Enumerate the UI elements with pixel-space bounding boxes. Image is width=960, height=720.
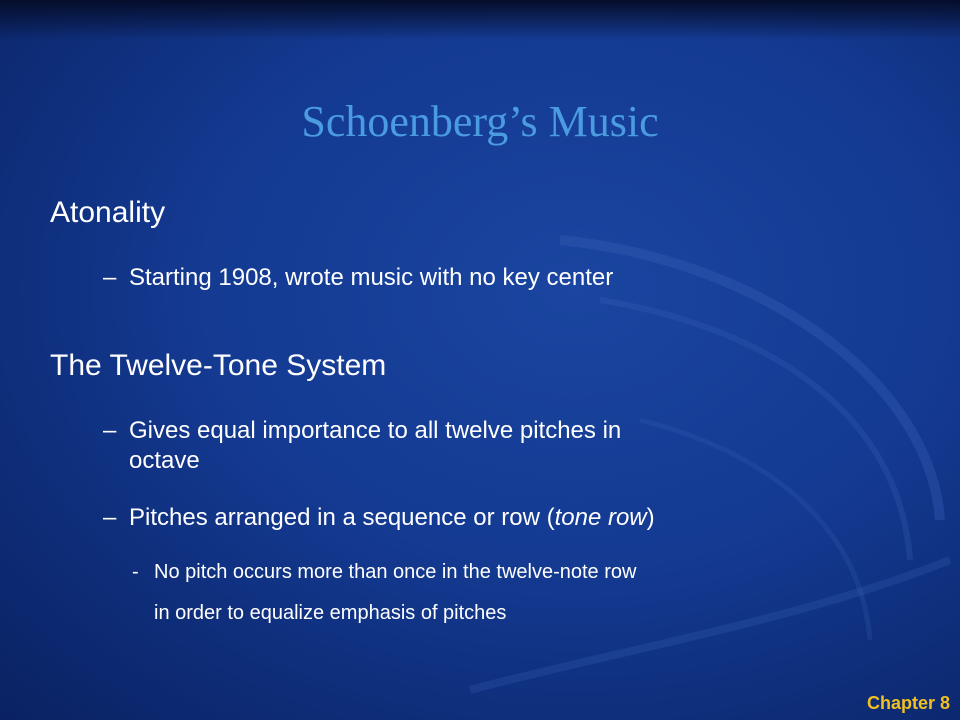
bullet-atonality-1: – Starting 1908, wrote music with no key center [103,264,614,291]
slide-title: Schoenberg’s Music [301,97,659,146]
dash-marker: – [103,504,117,531]
sub-dash-marker: - [132,561,139,583]
chapter-label: Chapter 8 [866,693,950,713]
heading-twelve-tone: The Twelve-Tone System [50,349,387,382]
dash-marker: – [103,264,117,291]
emphasis-tone-row: tone row [554,504,647,531]
subbullet-1-continued: in order to equalize emphasis of pitches [154,602,507,624]
heading-atonality: Atonality [50,196,166,229]
dash-marker: – [103,417,117,444]
subbullet-1: - No pitch occurs more than once in the twelve-note row [132,561,637,583]
bullet-twelve-tone-1: – Gives equal importance to all twelve pitches in octave [103,417,622,474]
bullet-twelve-tone-2: – Pitches arranged in a sequence or row (tone row) [103,504,655,531]
